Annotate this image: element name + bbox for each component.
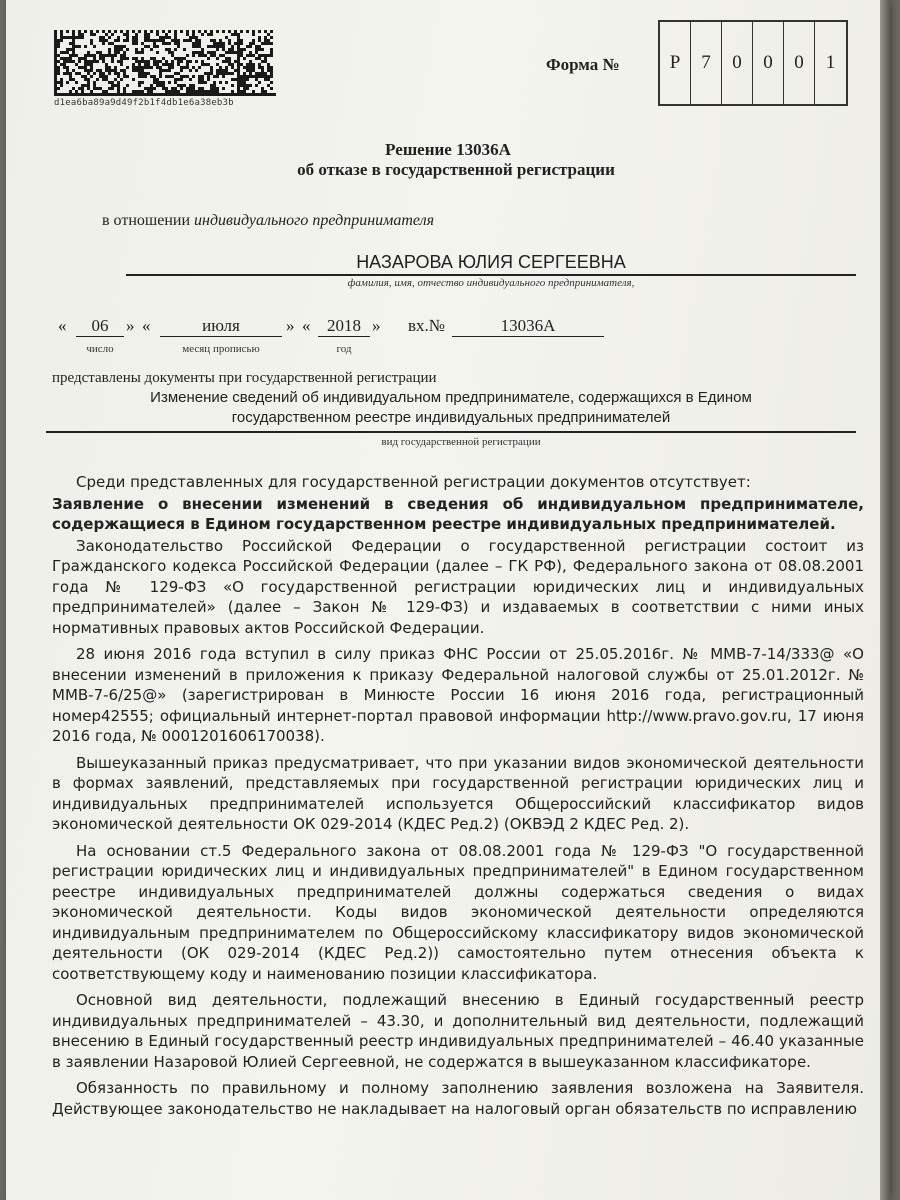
registration-type bbox=[46, 388, 856, 428]
date-month: июля bbox=[160, 316, 282, 337]
registration-type-caption: вид государственной регистрации bbox=[381, 436, 541, 448]
quote-close: » bbox=[372, 316, 381, 335]
submitted-intro: представлены документы при государственной регистрации bbox=[52, 370, 437, 386]
body-paragraph-classifier: Вышеуказанный приказ предусматривает, что при указании видов экономической деятельности в формах заявлений, представляемых при государственной регистрации юридических лиц и индивидуальных предпринимателей используется Общероссийский классификатор видов экономической деятельности ОК 029-2014 (КДЕС Ред.2) (ОКВЭД 2 КДЕС Ред. 2). bbox=[52, 753, 864, 833]
body-paragraph-article5: На основании ст.5 Федерального закона от 08.08.2001 года № 129-ФЗ "О государственной регистрации юридических лиц и индивидуальных предпринимателей" в Едином государственном реестре индивидуальных предпринимателей должны содержаться сведения о видах экономической деятельности. Коды видов экономической деятельности определяются индивидуальным предпринимателем по Общероссийскому классификатору видов экономической деятельности (ОК 029-2014 (КДЕС Ред.2)) самостоятельно путем отнесения объекта к соответствующему коду и наименованию позиции классификатора. bbox=[52, 841, 864, 983]
regard-line bbox=[102, 212, 434, 230]
decision-body bbox=[52, 472, 864, 1119]
body-paragraph-activity-codes: Основной вид деятельности, подлежащий внесению в Единый государственный реестр индивидуальных предпринимателей – 43.30, и дополнительный вид деятельности, подлежащий внесению в Единый государственный реестр индивидуальных предпринимателей – 46.40 указанные в заявлении Назаровой Юлией Сергеевной, не содержатся в вышеуказанном классификаторе. bbox=[52, 991, 864, 1071]
registration-type-underline bbox=[46, 431, 856, 433]
body-paragraph-missing-document: Заявление о внесении изменений в сведения об индивидуальном предпринимателе, содержащиеся в Едином государственном реестре индивидуальных предпринимателей. bbox=[52, 494, 864, 533]
quote-open: « bbox=[302, 316, 311, 335]
incoming-number-label: вх.№ bbox=[408, 316, 445, 335]
form-number-char: 1 bbox=[825, 52, 836, 73]
registration-type-line2: государственном реестре индивидуальных предпринимателей bbox=[231, 409, 671, 426]
date-year: 2018 bbox=[318, 316, 370, 337]
incoming-number: 13036А bbox=[452, 316, 604, 337]
body-paragraph-missing-intro: Среди представленных для государственной регистрации документов отсутствует: bbox=[76, 473, 751, 491]
body-paragraph-obligation: Обязанность по правильному и полному заполнению заявления возложена на Заявителя. Действующее законодательство не накладывает на налоговый орган обязательств по исправлению bbox=[52, 1079, 864, 1118]
year-caption: год bbox=[336, 343, 352, 355]
body-paragraph-order: 28 июня 2016 года вступил в силу приказ ФНС России от 25.05.2016г. № ММВ-7-14/333@ «О внесении изменений в приложения к приказу Федеральной налоговой службы от 25.01.2012г. № ММВ-7-6/25@» (зарегистрирован в Минюсте России 16 июня 2016 года, регистрационный номер42555; официальный интернет-портал правовой информации http://www.pravo.gov.ru, 17 июня 2016 года, № 0001201606170038). bbox=[52, 645, 864, 745]
form-number-char: Р bbox=[660, 22, 691, 104]
barcode-image bbox=[54, 30, 276, 96]
decision-subtitle: об отказе в государственной регистрации bbox=[297, 160, 615, 179]
regard-prefix: в отношении bbox=[102, 212, 191, 229]
form-number-boxes bbox=[658, 20, 848, 106]
barcode-code: d1ea6ba89a9d49f2b1f4db1e6a38eb3b bbox=[54, 98, 234, 108]
regard-subject: индивидуального предпринимателя bbox=[194, 212, 435, 229]
form-number-char: 7 bbox=[691, 22, 722, 104]
date-day: 06 bbox=[76, 316, 124, 337]
quote-close: » bbox=[286, 316, 295, 335]
day-caption: число bbox=[86, 343, 114, 355]
decision-title: Решение 13036А bbox=[385, 140, 511, 159]
name-caption: фамилия, имя, отчество индивидуального предпринимателя, bbox=[347, 277, 635, 289]
date-row bbox=[56, 316, 616, 362]
registration-type-line1: Изменение сведений об индивидуальном предпринимателе, содержащихся в Едином bbox=[150, 389, 752, 406]
quote-open: « bbox=[58, 316, 67, 335]
quote-open: « bbox=[142, 316, 151, 335]
paper-edge bbox=[880, 0, 890, 1200]
quote-close: » bbox=[126, 316, 135, 335]
month-caption: месяц прописью bbox=[182, 343, 260, 355]
body-paragraph-legislation: Законодательство Российской Федерации о государственной регистрации состоит из Гражданского кодекса Российской Федерации (далее – ГК РФ), Федерального закона от 08.08.2001 года № 129-ФЗ «О государственной регистрации юридических лиц и индивидуальных предпринимателей» (далее – Закон № 129-ФЗ) и издаваемых в соответствии с ними иных нормативных правовых актов Российской Федерации. bbox=[52, 536, 864, 637]
form-number-char: 0 bbox=[784, 22, 815, 104]
entrepreneur-name: НАЗАРОВА ЮЛИЯ СЕРГЕЕВНА bbox=[126, 252, 856, 276]
form-number-char: 0 bbox=[722, 22, 753, 104]
form-number-char: 0 bbox=[753, 22, 784, 104]
form-number-label: Форма № bbox=[546, 55, 620, 74]
document-page bbox=[6, 0, 890, 1200]
